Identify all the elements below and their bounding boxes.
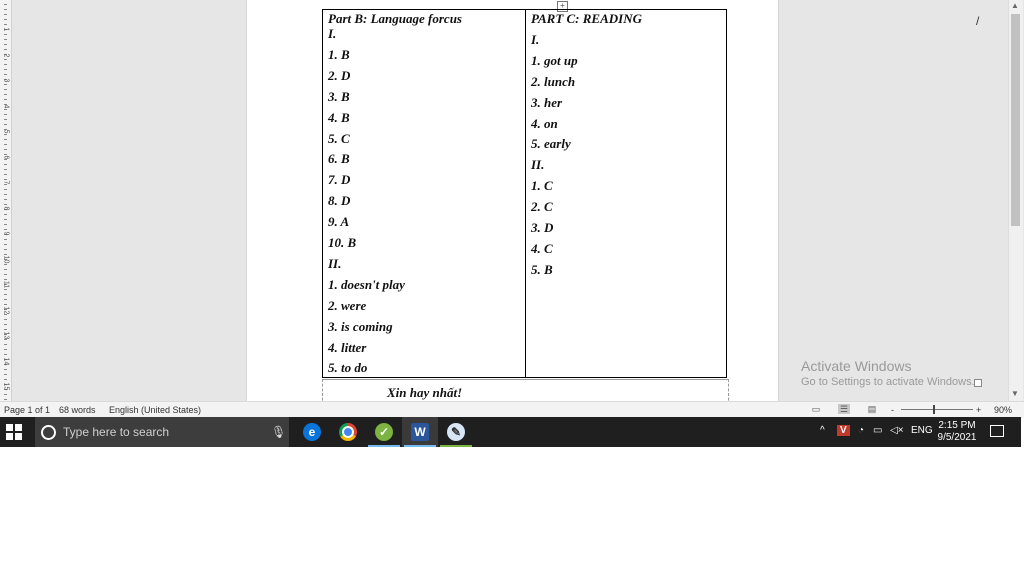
status-bar: [0, 401, 1024, 418]
ruler-number: 5: [2, 129, 10, 134]
ruler-tick: [4, 344, 7, 345]
part-c-answer-ii: 5. B: [531, 261, 553, 277]
part-c-answer-i: 5. early: [531, 136, 571, 152]
taskbar-search-box[interactable]: [35, 417, 289, 447]
ruler-tick: [4, 69, 7, 70]
ruler-tick: [4, 244, 7, 245]
ruler-tick: [4, 89, 7, 90]
part-c-answer-ii: 4. C: [531, 240, 553, 256]
part-c-answer-ii: 2. C: [531, 199, 553, 215]
ruler-tick: [4, 249, 7, 250]
part-b-answer-ii: 4. litter: [328, 339, 367, 355]
ruler-number: 6: [2, 155, 10, 159]
clock-date: 9/5/2021: [937, 432, 977, 443]
ruler-tick: [4, 14, 7, 15]
ruler-tick: [4, 9, 7, 10]
part-c-answer-i: 1. got up: [531, 52, 578, 68]
ruler-number: 15: [2, 382, 10, 391]
part-b-title: Part B: Language forcus: [328, 11, 462, 26]
ruler-tick: [4, 194, 7, 195]
part-c-column[interactable]: [526, 10, 726, 377]
ruler-tick: [4, 299, 7, 300]
part-b-answer-i: 3. B: [328, 88, 350, 104]
ruler-number: 13: [2, 331, 10, 340]
footer-text: Xin hay nhất!: [387, 385, 463, 400]
part-b-answer-i: 10. B: [328, 235, 357, 250]
ruler-number: 2: [2, 53, 10, 57]
windows-start-icon[interactable]: [6, 424, 22, 440]
ruler-number: 14: [2, 357, 10, 365]
ruler-tick: [4, 374, 7, 375]
part-b-answer-i: 4. B: [328, 109, 350, 125]
ruler-tick: [4, 269, 7, 270]
part-b-answer-i: 8. D: [328, 193, 351, 209]
tray-v-badge-icon[interactable]: V: [837, 425, 850, 436]
ruler-tick: [4, 214, 7, 215]
table-move-handle-icon[interactable]: +: [557, 1, 568, 12]
ruler-tick: [4, 124, 7, 125]
ruler-tick: [4, 354, 7, 355]
part-b-answer-i: 7. D: [328, 172, 351, 188]
ruler-tick: [4, 274, 7, 275]
clock-time: 2:15 PM: [938, 420, 976, 431]
scroll-up-icon[interactable]: ▲: [1011, 1, 1019, 10]
ruler-tick: [4, 219, 7, 220]
cortana-icon: [41, 425, 56, 440]
scroll-down-icon[interactable]: ▼: [1011, 389, 1019, 398]
ruler-number: 11: [2, 280, 10, 289]
text-cursor-mark: /: [976, 14, 980, 28]
ruler-tick: [4, 119, 7, 120]
microphone-icon[interactable]: 🎙: [271, 425, 287, 439]
ruler-number: 12: [2, 306, 10, 314]
windows-taskbar: [0, 417, 1021, 447]
part-c-section-i: I.: [531, 31, 540, 47]
ruler-number: 8: [2, 206, 10, 210]
print-layout-icon[interactable]: ☰: [839, 404, 849, 414]
answer-table[interactable]: [322, 9, 727, 378]
tray-chevron-icon[interactable]: ^: [820, 425, 825, 436]
ruler-tick: [4, 149, 7, 150]
part-c-title: PART C: READING: [531, 11, 642, 26]
ruler-tick: [4, 114, 7, 115]
activate-windows-watermark: [801, 358, 975, 388]
part-b-section-ii: II.: [328, 255, 342, 271]
part-b-answer-i: 6. B: [328, 151, 350, 167]
blank-area: [0, 447, 1024, 576]
ruler-tick: [4, 224, 7, 225]
part-b-answer-ii: 2. were: [328, 297, 367, 313]
ruler-tick: [4, 324, 7, 325]
language-indicator[interactable]: English (United States): [109, 405, 202, 415]
ruler-number: 3: [2, 78, 10, 83]
web-layout-icon[interactable]: ▤: [867, 404, 877, 414]
part-b-section-i: I.: [328, 26, 337, 41]
zoom-out-button[interactable]: -: [891, 405, 894, 415]
chrome-icon[interactable]: [330, 417, 366, 447]
ruler-tick: [4, 189, 7, 190]
ruler-number: 1: [2, 27, 10, 32]
notification-center-icon[interactable]: [990, 425, 1004, 437]
ruler-tick: [4, 349, 7, 350]
ruler-tick: [4, 239, 7, 240]
watermark-title: Activate Windows: [801, 358, 912, 374]
search-placeholder: Type here to search: [63, 425, 170, 439]
footer-area[interactable]: [322, 379, 729, 401]
part-b-answer-i: 1. B: [328, 46, 350, 62]
ruler-tick: [4, 64, 7, 65]
ruler-number: 4: [2, 104, 10, 108]
zoom-slider[interactable]: [901, 409, 973, 410]
ruler-tick: [4, 144, 7, 145]
ruler-tick: [4, 394, 7, 395]
part-b-column[interactable]: [323, 10, 526, 377]
ruler-tick: [4, 99, 7, 100]
page-count[interactable]: Page 1 of 1: [4, 405, 51, 415]
part-c-answer-i: 3. her: [531, 94, 563, 110]
ruler-tick: [4, 174, 7, 175]
read-mode-icon[interactable]: ▭: [811, 404, 821, 414]
zoom-slider-thumb[interactable]: [933, 405, 935, 414]
ruler-tick: [4, 4, 7, 5]
ruler-number: 10: [2, 255, 10, 263]
part-c-answer-i: 4. on: [531, 115, 558, 131]
ruler-tick: [4, 399, 7, 400]
wifi-icon[interactable]: ◔: [858, 425, 865, 436]
coccoc-icon[interactable]: ✓: [366, 417, 402, 447]
word-icon[interactable]: W: [402, 417, 438, 447]
ruler-tick: [4, 39, 7, 40]
part-c-answer-ii: 3. D: [531, 220, 554, 235]
scrollbar-thumb[interactable]: [1011, 14, 1020, 226]
part-b-answer-ii: 5. to do: [328, 360, 368, 376]
battery-icon[interactable]: ▭: [873, 425, 883, 436]
ruler-tick: [4, 379, 7, 380]
part-c-section-ii: II.: [531, 157, 545, 173]
zoom-in-button[interactable]: +: [976, 405, 982, 415]
ruler-number: 7: [2, 180, 10, 185]
word-count[interactable]: 68 words: [59, 405, 96, 415]
ruler-number: 9: [2, 231, 10, 236]
part-b-answer-i: 2. D: [328, 67, 351, 83]
input-language[interactable]: ENG: [911, 425, 933, 436]
part-b-answer-ii: 3. is coming: [328, 318, 393, 334]
part-b-answer-i: 9. A: [328, 214, 350, 230]
part-c-answer-ii: 1. C: [531, 178, 553, 194]
ruler-tick: [4, 164, 7, 165]
ruler-tick: [4, 44, 7, 45]
ruler-tick: [4, 319, 7, 320]
volume-icon[interactable]: ◁×: [890, 425, 904, 436]
ruler-tick: [4, 369, 7, 370]
ruler-tick: [4, 294, 7, 295]
watermark-subtitle: Go to Settings to activate Windows.: [801, 376, 975, 388]
ruler-tick: [4, 169, 7, 170]
vertical-scrollbar[interactable]: [1008, 0, 1023, 401]
ruler-tick: [4, 94, 7, 95]
part-c-answer-i: 2. lunch: [531, 73, 576, 89]
ruler-tick: [4, 199, 7, 200]
table-resize-handle[interactable]: [974, 379, 982, 387]
paint-icon[interactable]: ✎: [438, 417, 474, 447]
ruler-tick: [4, 19, 7, 20]
zoom-level[interactable]: 90%: [994, 405, 1013, 415]
vertical-ruler: [0, 0, 12, 401]
taskbar-clock[interactable]: [936, 420, 978, 444]
part-b-answer-ii: 1. doesn't play: [328, 276, 405, 292]
part-b-answer-i: 5. C: [328, 130, 350, 146]
edge-icon[interactable]: e: [294, 417, 330, 447]
ruler-tick: [4, 139, 7, 140]
